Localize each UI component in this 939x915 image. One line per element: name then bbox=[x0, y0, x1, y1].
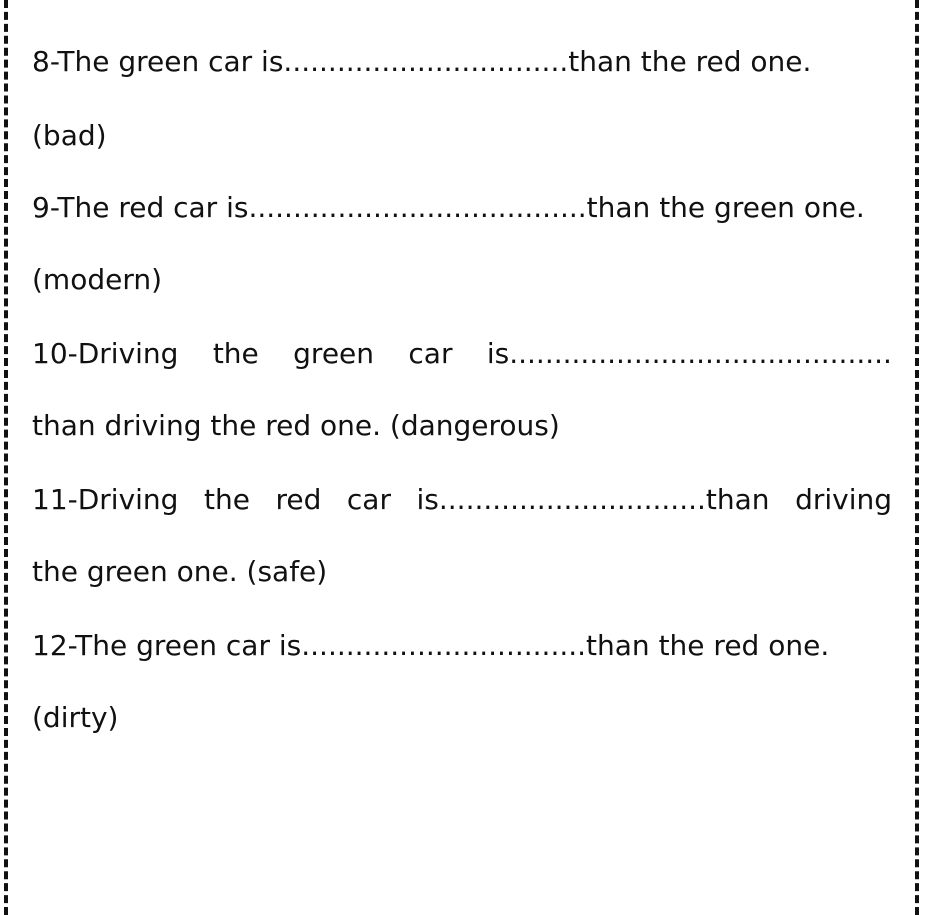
q11-word: 11-Driving bbox=[32, 483, 179, 516]
question-12-line-1: 12-The green car is................................than the red one. bbox=[32, 629, 830, 662]
q11-word: car bbox=[346, 483, 391, 516]
q11-word: the bbox=[203, 483, 250, 516]
q10-word: is........................................... bbox=[486, 337, 892, 370]
question-10-line-1 bbox=[32, 334, 892, 374]
q10-word: 10-Driving bbox=[32, 337, 179, 370]
q10-word: green bbox=[293, 337, 375, 370]
q11-word: driving bbox=[795, 483, 892, 516]
q11-word: red bbox=[275, 483, 322, 516]
q10-word: the bbox=[212, 337, 259, 370]
question-9-line-1: 9-The red car is......................................than the green one. bbox=[32, 191, 865, 224]
dashed-border-right bbox=[915, 0, 919, 915]
question-9-hint: (modern) bbox=[32, 263, 163, 296]
question-10-line-2: than driving the red one. (dangerous) bbox=[32, 409, 560, 442]
q11-word: is..............................than bbox=[416, 483, 770, 516]
dashed-border-left bbox=[4, 0, 8, 915]
question-8-hint: (bad) bbox=[32, 119, 107, 152]
question-8-line-1: 8-The green car is................................than the red one. bbox=[32, 45, 812, 78]
q10-word: car bbox=[408, 337, 453, 370]
question-12-hint: (dirty) bbox=[32, 701, 119, 734]
question-11-line-1 bbox=[32, 480, 892, 520]
question-11-line-2: the green one. (safe) bbox=[32, 555, 328, 588]
